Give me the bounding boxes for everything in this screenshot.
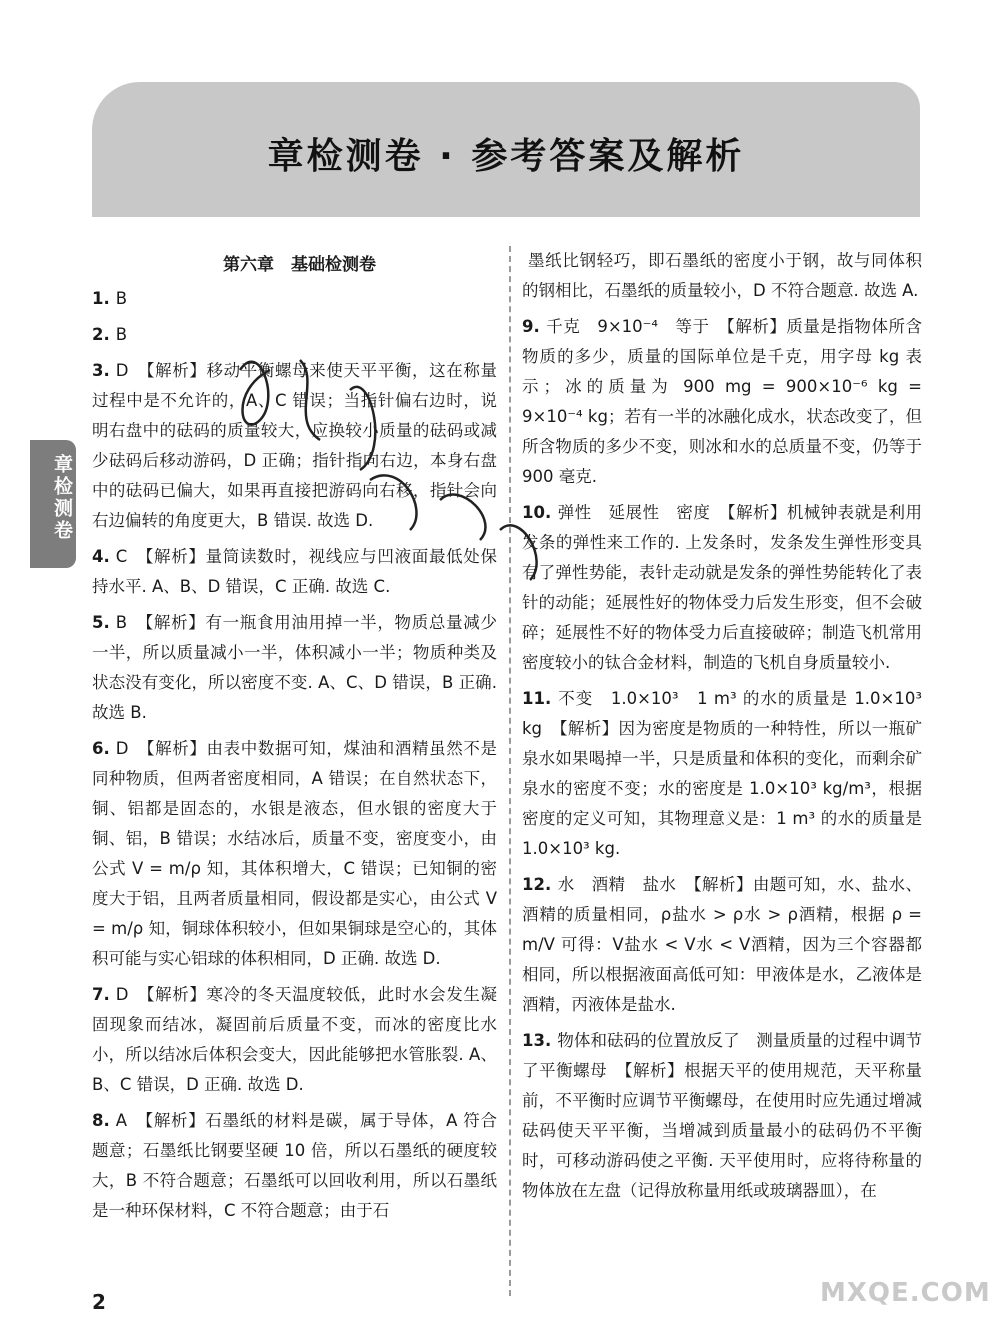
handwriting-scribble [200, 330, 580, 620]
right-column [522, 246, 922, 1212]
answer-text: 不变 1.0×10³ 1 m³ 的水的质量是 1.0×10³ kg 【解析】因为密度是物质的一种特性，所以一瓶矿泉水如果喝掉一半，只是质量和体积的变化，而剩余矿泉水的密度不变；水的密度是 1.0×10³ kg/m³，根据密度的定义可知，其物理意义是：1 m³ 的水的质量是 1.0×10³ kg. [522, 689, 922, 858]
answer-text: 墨纸比钢轻巧，即石墨纸的密度小于钢，故与同体积的钢相比，石墨纸的质量较小，D 不符合题意. 故选 A. [522, 251, 922, 300]
answer-item [92, 284, 497, 314]
answer-number: 12. [522, 875, 552, 894]
answer-text: B [115, 289, 128, 308]
answer-text: 弹性 延展性 密度 【解析】机械钟表就是利用发条的弹性来工作的. 上发条时，发条发生弹性形变具有了弹性势能，表针走动就是发条的弹性势能转化了表针的动能；延展性好的物体受力后发生形变，但不会破碎；延展性不好的物体受力后直接破碎；制造飞机常用密度较小的钛合金材料，制造的飞机自身质量较小. [522, 503, 922, 672]
side-tab-label: 章检测卷 [51, 454, 73, 542]
answer-text: 物体和砝码的位置放反了 测量质量的过程中调节了平衡螺母 【解析】根据天平的使用规范，天平称量前，不平衡时应调节平衡螺母，在使用时应先通过增减砝码使天平平衡，当增减到质量最小的砝码仍不平衡时，可移动游码使之平衡. 天平使用时，应将待称量的物体放在左盘（记得放称量用纸或玻璃器皿），在 [522, 1031, 922, 1200]
answer-text: C 【解析】量筒读数时，视线应与凹液面最低处保持水平. A、B、D 错误，C 正确. 故选 C. [92, 547, 497, 596]
answer-item [522, 1026, 922, 1206]
answer-item [522, 312, 922, 492]
answer-number: 3. [92, 361, 110, 380]
answer-item [522, 870, 922, 1020]
answer-text: A 【解析】石墨纸的材料是碳，属于导体，A 符合题意；石墨纸比钢要坚硬 10 倍，所以石墨纸的硬度较大，B 不符合题意；石墨纸可以回收利用，所以石墨纸是一种环保材料，C 不符合题意；由于石 [92, 1111, 497, 1220]
site-watermark: MXQE.COM [820, 1278, 991, 1308]
answer-number: 13. [522, 1031, 552, 1050]
side-tab [30, 440, 76, 568]
answer-number: 8. [92, 1111, 110, 1130]
answer-number: 5. [92, 613, 110, 632]
answer-text: D 【解析】移动平衡螺母来使天平平衡，这在称量过程中是不允许的，A、C 错误；当指针偏右边时，说明右盘中的砝码的质量较大，应换较小质量的砝码或减少砝码后移动游码，D 正确；指针指向右边，本身右盘中的砝码已偏大，如果再直接把游码向右移，指针会向右边偏转的角度更大，B 错误. 故选 D. [92, 361, 497, 530]
answer-number: 6. [92, 739, 110, 758]
answer-text: 千克 9×10⁻⁴ 等于 【解析】质量是指物体所含物质的多少，质量的国际单位是千克，用字母 kg 表示；冰的质量为 900 mg = 900×10⁻⁶ kg = 9×10⁻⁴ kg；若有一半的冰融化成水，状态改变了，但所含物质的多少不变，则冰和水的总质量不变，仍等于 900 毫克. [522, 317, 922, 486]
answer-number: 11. [522, 689, 552, 708]
answer-number: 10. [522, 503, 552, 522]
header-band [92, 82, 920, 217]
answer-text: D 【解析】寒冷的冬天温度较低，此时水会发生凝固现象而结冰，凝固前后质量不变，而冰的密度比水小，所以结冰后体积会变大，因此能够把水管胀裂. A、B、C 错误，D 正确. 故选 D. [92, 985, 497, 1094]
answer-item [92, 734, 497, 974]
answer-number: 4. [92, 547, 110, 566]
answer-item [522, 684, 922, 864]
answer-item [92, 608, 497, 728]
answer-number: 9. [522, 317, 540, 336]
answer-item [522, 246, 922, 306]
page-title: 章检测卷 · 参考答案及解析 [267, 136, 745, 177]
answer-number: 7. [92, 985, 110, 1004]
answer-text: B 【解析】有一瓶食用油用掉一半，物质总量减少一半，所以质量减小一半，体积减小一半；物质种类及状态没有变化，所以密度不变. A、C、D 错误，B 正确. 故选 B. [92, 613, 497, 722]
answer-text: B [115, 325, 128, 344]
answer-item [92, 980, 497, 1100]
answer-item [92, 1106, 497, 1226]
answer-number: 2. [92, 325, 110, 344]
answer-item [522, 498, 922, 678]
answer-text: D 【解析】由表中数据可知，煤油和酒精虽然不是同种物质，但两者密度相同，A 错误；在自然状态下，铜、铝都是固态的，水银是液态，但水银的密度大于铜、铝，B 错误；水结冰后，质量不变，密度变小，由公式 V = m/ρ 知，其体积增大，C 错误；已知铜的密度大于铝，且两者质量相同，假设都是实心，由公式 V = m/ρ 知，铜球体积较小，但如果铜球是空心的，其体积可能与实心铝球的体积相同，D 正确. 故选 D. [92, 739, 497, 968]
answer-number: 1. [92, 289, 110, 308]
answer-text: 水 酒精 盐水 【解析】由题可知，水、盐水、酒精的质量相同，ρ盐水 > ρ水 > ρ酒精，根据 ρ = m/V 可得：V盐水 < V水 < V酒精，因为三个容器都相同，所以根据液面高低可知：甲液体是水，乙液体是酒精，丙液体是盐水. [522, 875, 922, 1014]
section-title: 第六章 基础检测卷 [223, 255, 376, 275]
page-number: 2 [92, 1290, 106, 1314]
